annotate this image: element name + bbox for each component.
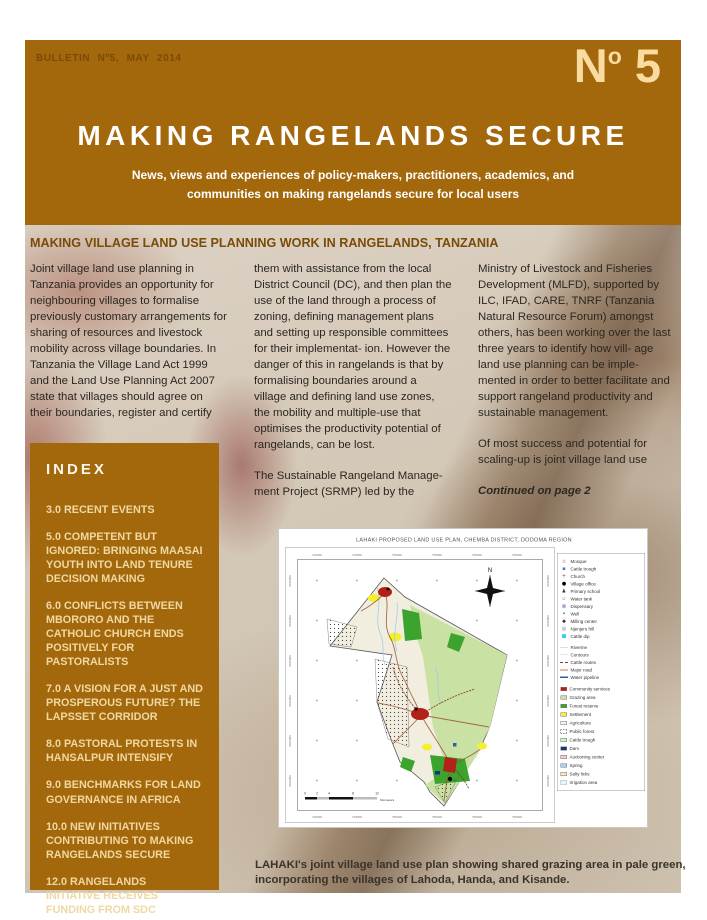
legend-label: Cattle trough: [569, 737, 596, 743]
map-tick-label: 8: [352, 791, 354, 796]
article-column-3: [478, 262, 676, 516]
legend-label: Cattle routes: [570, 659, 597, 665]
legend-label: Milling center: [570, 618, 598, 624]
paragraph: them with assistance from the local District Council (DC), and then plan the use of the land through a process of zoning, defining management plans and setting up responsible committees for their implementat- ion. However the danger of this in rangelands is that by formalising boundaries around a village and defining land use zones, the mobility and multiple-use that optimises the productivity potential of rangelands, can be lost.: [254, 263, 452, 451]
legend-label: Dispensary: [570, 603, 594, 609]
index-item: 9.0 BENCHMARKS FOR LAND GOVERNANCE IN AFRICA: [46, 779, 201, 806]
legend-item: [560, 588, 642, 596]
legend-label: Contours: [570, 652, 589, 658]
legend-label: Cattle dip: [570, 633, 590, 639]
legend-item: [560, 753, 642, 762]
map-tick-label: 9425000: [288, 735, 292, 747]
issue-number-prefix: N: [573, 39, 608, 92]
legend-line-swatch: [560, 655, 568, 656]
legend-label: Cattle trough: [570, 566, 597, 572]
masthead-band: [25, 40, 681, 225]
figure-caption: LAHAKI's joint village land use plan showing shared grazing area in pale green, incorporating the villages of Lahoda, Handa, and Kisande.: [255, 859, 686, 887]
map-tick-label: 0: [304, 791, 306, 796]
legend-label: Water pipeline: [570, 674, 600, 680]
map-tick-label: +: [315, 658, 319, 665]
dispensary-icon: ▣: [561, 603, 567, 609]
paragraph: Of most success and potential for scaling-up is joint village land use: [478, 437, 648, 466]
map-tick-label: +: [475, 778, 479, 785]
map-title: LAHAKI PROPOSED LAND USE PLAN, CHEMBA DISTRICT, DODOMA REGION: [356, 537, 572, 543]
map-tick-label: 9430000: [546, 695, 550, 707]
legend-label: Irrigation area: [569, 779, 598, 785]
index-item: 5.0 COMPETENT BUT IGNORED: BRINGING MAASAI YOUTH INTO LAND TENURE DECISION MAKING: [46, 531, 203, 586]
newsletter-subtitle: [25, 166, 681, 203]
legend-item: [560, 666, 642, 674]
church-icon: +: [561, 573, 567, 579]
map-tick-label: +: [315, 778, 319, 785]
legend-item: [560, 685, 642, 694]
paragraph: The Sustainable Rangeland Manage- ment Project (SRMP) led by the: [254, 469, 443, 498]
map-tick-label: 760000: [471, 815, 483, 819]
legend-item: [560, 633, 642, 641]
legend-item: [560, 727, 642, 736]
legend-point-symbols: [560, 558, 642, 641]
legend-label: Spring: [569, 762, 583, 768]
map-tick-label: +: [515, 658, 519, 665]
newsletter-title: MAKING RANGELANDS SECURE: [77, 120, 629, 151]
index-box: [30, 443, 219, 916]
legend-line-swatch: [560, 677, 568, 679]
paragraph: Ministry of Livestock and Fisheries Development (MLFD), supported by ILC, IFAD, CARE, TNRF (Tanzania Natural Resource Forum) amongst others, has been working over the last three years to identify how vill- age land use planning can be imple- mented in order to better facilitate and support rangeland productivity and sustainable management.: [478, 263, 671, 419]
legend-item: [560, 610, 642, 618]
legend-line-swatch: [560, 647, 568, 648]
map-tick-label: 9445000: [288, 575, 292, 587]
map-tick-label: +: [355, 698, 359, 705]
legend-item: [560, 644, 642, 652]
article-column-2: [254, 262, 452, 516]
legend-item: [560, 674, 642, 682]
legend-item: [560, 565, 642, 573]
map-tick-label: 12: [375, 791, 379, 796]
map-tick-label: +: [355, 738, 359, 745]
index-item: 6.0 CONFLICTS BETWEEN MBORORO AND THE CATHOLIC CHURCH ENDS POSITIVELY FOR PASTORALISTS: [46, 600, 184, 669]
legend-label: Mosque: [570, 558, 587, 564]
map-tick-label: 750000: [391, 553, 403, 557]
map-tick-label: 9445000: [546, 575, 550, 587]
map-tick-label: +: [515, 618, 519, 625]
legend-item: [560, 603, 642, 611]
legend-item: [560, 651, 642, 659]
legend-area-symbols: [560, 685, 642, 787]
cattle-dip-icon: ■: [561, 633, 567, 639]
legend-label: Forest reserve: [569, 703, 599, 709]
legend-label: Agriculture: [569, 720, 592, 726]
legend-line-swatch: [560, 662, 568, 663]
map-tick-label: 750000: [391, 815, 403, 819]
map-tick-label: +: [315, 618, 319, 625]
legend-label: Public forest: [569, 728, 595, 734]
index-heading: INDEX: [46, 461, 107, 478]
legend-line-swatch: [560, 669, 568, 670]
map-tick-label: +: [315, 738, 319, 745]
primary-school-icon: ♟: [561, 588, 567, 594]
map-tick-label: 755000: [431, 815, 443, 819]
legend-label: Grazing area: [569, 694, 596, 700]
legend-item: [560, 580, 642, 588]
land-use-map: [285, 547, 555, 823]
map-tick-label: +: [355, 778, 359, 785]
map-tick-label: 760000: [471, 553, 483, 557]
legend-label: Auctioning center: [569, 754, 605, 760]
map-tick-label: +: [515, 738, 519, 745]
village-office-icon: ●: [561, 581, 567, 587]
milling-center-icon: ◆: [562, 618, 566, 624]
legend-item: [560, 744, 642, 753]
mosque-icon: ⌂: [562, 558, 566, 564]
map-tick-label: 745000: [351, 815, 363, 819]
compass-label: N: [487, 568, 493, 574]
map-tick-label: 9425000: [546, 735, 550, 747]
legend-label: Well: [570, 611, 580, 617]
legend-label: Water tank: [570, 596, 593, 602]
legend-label: Njenjeru hill: [570, 626, 595, 632]
map-tick-label: 740000: [311, 815, 323, 819]
legend-label: Village office: [570, 581, 596, 587]
subtitle-line-2: communities on making rangelands secure for local users: [186, 186, 520, 201]
legend-item: [560, 693, 642, 702]
legend-item: [560, 719, 642, 728]
map-tick-label: +: [515, 698, 519, 705]
legend-label: Community services: [569, 686, 611, 692]
map-tick-label: +: [475, 618, 479, 625]
map-tick-label: 765000: [511, 815, 523, 819]
map-tick-label: +: [315, 698, 319, 705]
article-heading: MAKING VILLAGE LAND USE PLANNING WORK IN RANGELANDS, TANZANIA: [30, 236, 499, 250]
index-item: 3.0 RECENT EVENTS: [46, 504, 155, 516]
legend-item: [560, 659, 642, 667]
map-tick-label: 745000: [351, 553, 363, 557]
continued-note: Continued on page 2: [478, 484, 591, 497]
map-tick-label: 9435000: [546, 655, 550, 667]
index-item: 10.0 NEW INITIATIVES CONTRIBUTING TO MAKING RANGELANDS SECURE: [46, 820, 194, 861]
legend-item: [560, 573, 642, 581]
legend-item: [560, 770, 642, 779]
map-tick-label: +: [355, 578, 359, 585]
legend-label: Major road: [570, 667, 593, 673]
legend-label: Dam: [569, 745, 580, 751]
map-legend: [557, 553, 645, 791]
map-tick-label: Kilometers: [380, 798, 395, 802]
map-tick-label: 755000: [431, 553, 443, 557]
legend-item: [560, 710, 642, 719]
legend-item: [560, 778, 642, 787]
legend-item: [560, 736, 642, 745]
map-tick-label: 4: [328, 791, 330, 796]
legend-label: Primary school: [570, 588, 601, 594]
hill-icon: ◎: [561, 626, 567, 632]
background-photo-area: [25, 225, 686, 916]
map-tick-label: +: [475, 578, 479, 585]
legend-item: [560, 595, 642, 603]
index-item: 7.0 A VISION FOR A JUST AND PROSPEROUS FUTURE? THE LAPSSET CORRIDOR: [46, 683, 203, 724]
map-tick-label: 9440000: [546, 615, 550, 627]
map-tick-label: +: [315, 578, 319, 585]
legend-label: Salty licks: [569, 771, 590, 777]
issue-number-sup: o: [607, 43, 622, 69]
map-tick-label: +: [515, 578, 519, 585]
map-tick-label: 9420000: [546, 775, 550, 787]
legend-label: Church: [570, 573, 586, 579]
paragraph: Joint village land use planning in Tanzania provides an opportunity for neighbouring villages to formalise previously customary arrangements for sharing of resources and livestock mobility across village boundaries. In Tanzania the Village Land Act 1999 and the Land Use Planning Act 2007 state that villages should agree on their boundaries, register and certify: [30, 263, 227, 419]
legend-item: [560, 702, 642, 711]
legend-item: [560, 761, 642, 770]
map-tick-label: 9435000: [288, 655, 292, 667]
cattle-trough-icon: ▪: [562, 566, 566, 572]
map-tick-label: 740000: [311, 553, 323, 557]
map-tick-label: 9440000: [288, 615, 292, 627]
issue-number-digit: 5: [621, 39, 661, 92]
map-tick-label: 9420000: [288, 775, 292, 787]
legend-line-symbols: [560, 644, 642, 682]
water-tank-icon: ∪: [562, 596, 566, 602]
bulletin-issue-line: BULLETIN Nº5, MAY 2014: [36, 53, 182, 64]
legend-item: [560, 625, 642, 633]
map-tick-label: +: [395, 778, 399, 785]
map-tick-label: +: [515, 778, 519, 785]
well-icon: •: [562, 611, 566, 617]
legend-label: Settlement: [569, 711, 592, 717]
map-tick-label: 2: [316, 791, 318, 796]
map-tick-label: +: [395, 578, 399, 585]
legend-label: Riverine: [570, 644, 588, 650]
map-tick-label: 9430000: [288, 695, 292, 707]
legend-item: [560, 618, 642, 626]
map-tick-label: +: [435, 578, 439, 585]
issue-number: [573, 39, 661, 92]
subtitle-line-1: News, views and experiences of policy-makers, practitioners, academics, and: [131, 168, 575, 182]
index-item: 12.0 RANGELANDS INITIATIVE RECEIVES FUNDING FROM SDC: [46, 875, 158, 916]
map-tick-label: +: [355, 658, 359, 665]
map-figure: [278, 528, 648, 828]
legend-item: [560, 558, 642, 566]
index-item: 8.0 PASTORAL PROTESTS IN HANSALPUR INTENSIFY: [46, 738, 198, 765]
map-tick-label: 765000: [511, 553, 523, 557]
